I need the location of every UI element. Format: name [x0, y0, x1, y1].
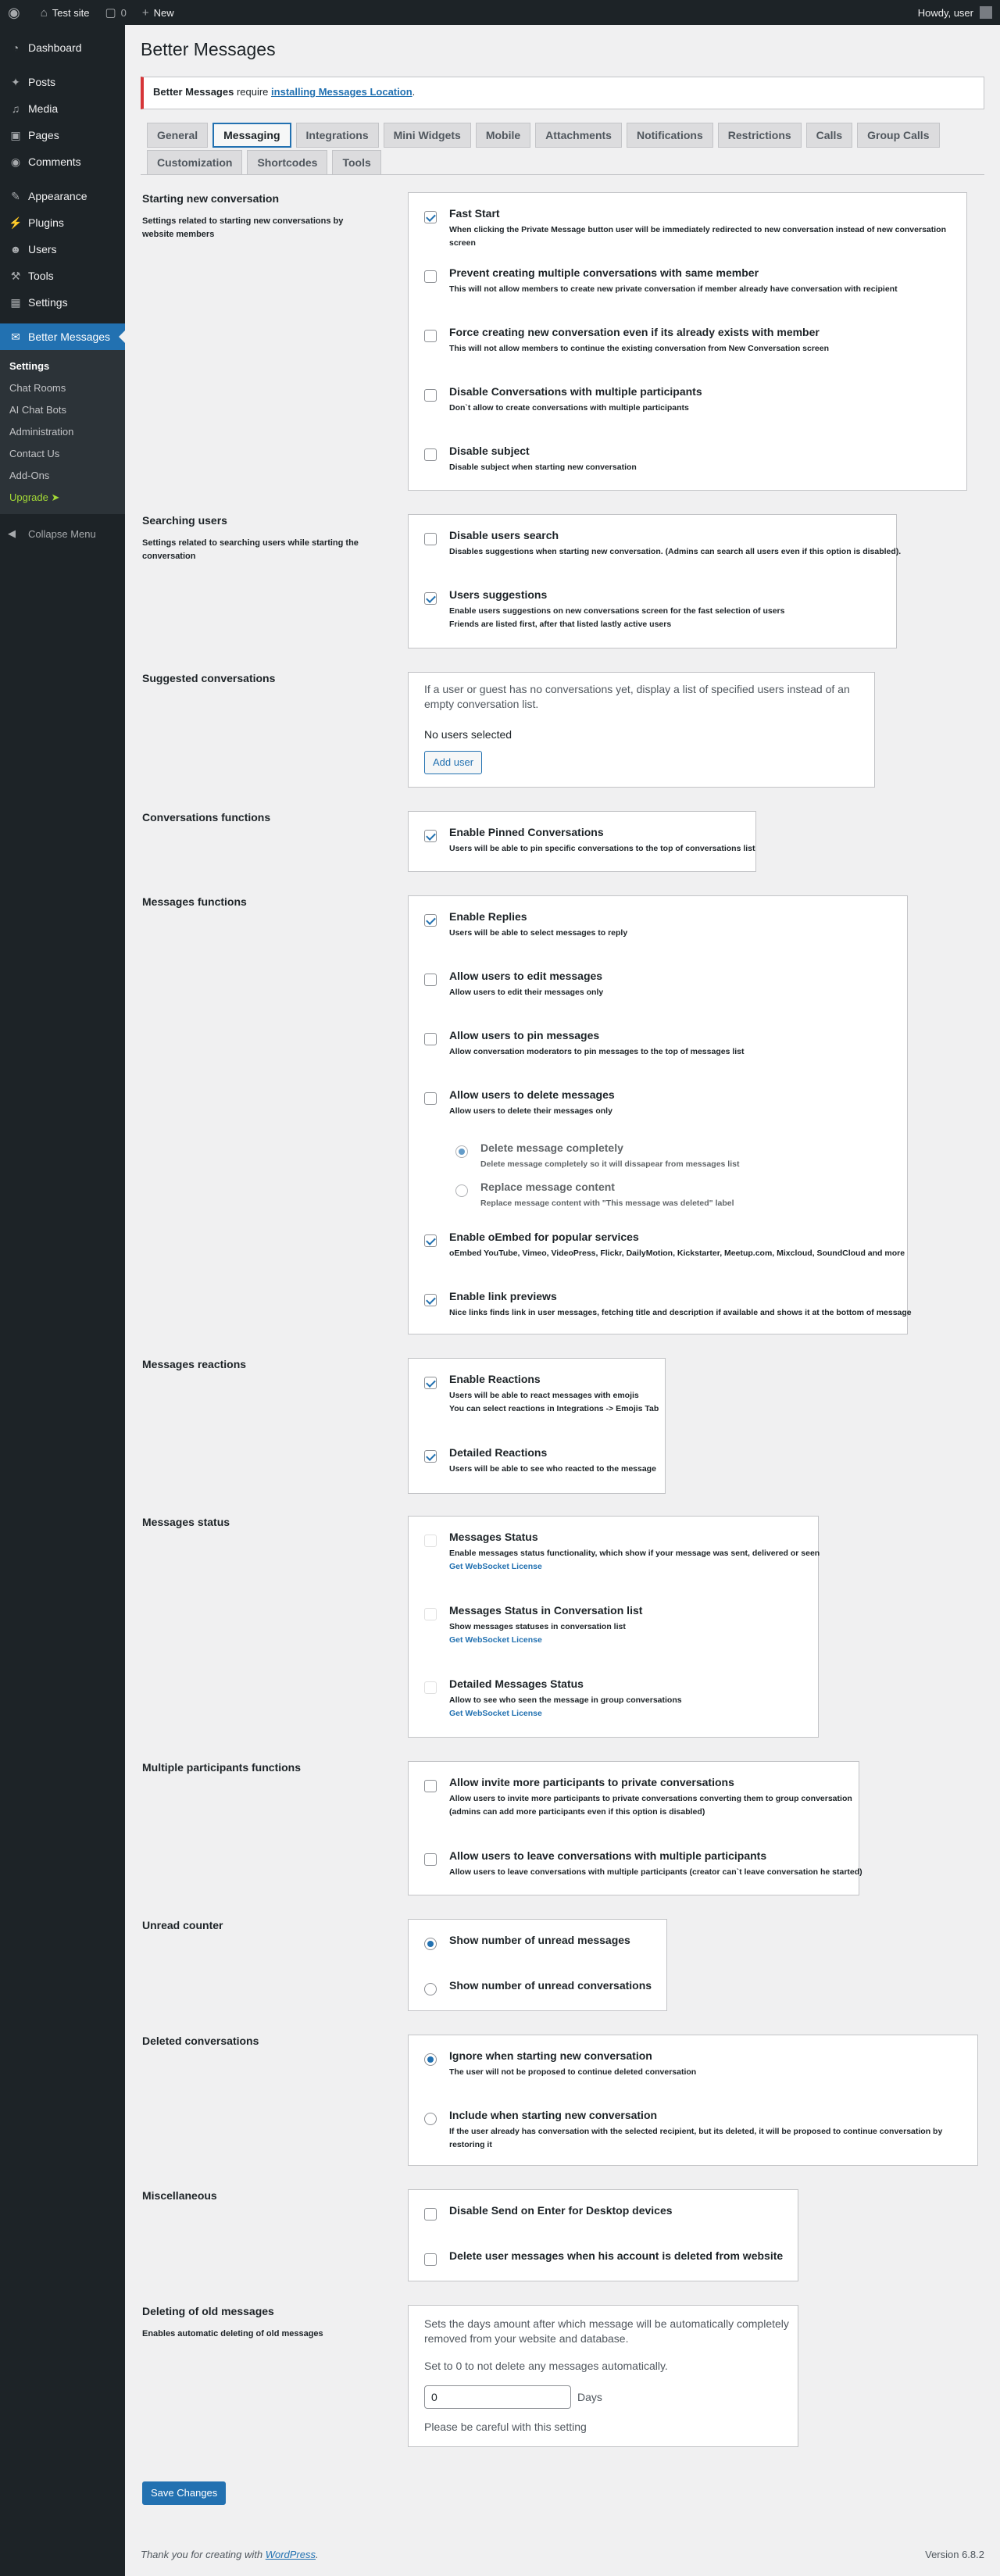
page-title: Better Messages — [141, 39, 276, 59]
tab-messaging[interactable]: Messaging — [212, 123, 291, 148]
comments-link[interactable]: ▢ 0 — [105, 6, 127, 20]
options-box: Ignore when starting new conversation The user will not be proposed to continue deleted conversation Include when starting new conversation If the user already has conversation with the selected recipient, but its deleted, it will be proposed to continue conversation by restoring it — [408, 2035, 978, 2166]
media-icon: ♫ — [11, 102, 20, 115]
checkbox-disable-search[interactable] — [424, 533, 437, 545]
checkbox-fast-start[interactable] — [424, 211, 437, 223]
version-text: Version 6.8.2 — [925, 2549, 984, 2560]
brush-icon: ✎ — [11, 189, 20, 202]
admin-sidebar — [0, 25, 125, 2576]
checkbox-invite-participants[interactable] — [424, 1780, 437, 1792]
websocket-license-link[interactable]: Get WebSocket License — [449, 1709, 542, 1718]
options-box: If a user or guest has no conversations yet, display a list of specified users instead of an empty conversation list. No users selected Add user — [408, 672, 875, 788]
sidebar-item-media[interactable]: ♫ Media — [0, 95, 125, 122]
section-description: Settings related to starting new conversations by website members — [142, 216, 344, 239]
tab-calls[interactable]: Calls — [806, 123, 852, 148]
websocket-license-link[interactable]: Get WebSocket License — [449, 1562, 542, 1571]
checkbox-link-previews[interactable] — [424, 1294, 437, 1306]
section-title: Starting new conversation — [142, 192, 280, 205]
tab-notifications[interactable]: Notifications — [627, 123, 713, 148]
comment-bubble-icon: ▢ — [105, 6, 116, 20]
radio-replace-content[interactable] — [455, 1184, 468, 1197]
account-menu[interactable]: Howdy, user — [910, 0, 1000, 25]
radio-include-deleted[interactable] — [424, 2113, 437, 2125]
main-content — [125, 25, 1000, 175]
checkbox-edit-messages[interactable] — [424, 974, 437, 986]
dashboard-icon: ◔ — [12, 41, 20, 54]
checkbox-disable-send-enter[interactable] — [424, 2208, 437, 2221]
tab-mobile[interactable]: Mobile — [476, 123, 530, 148]
sidebar-item-settings[interactable]: ▦ Settings — [0, 289, 125, 316]
options-box: Fast Start When clicking the Private Message button user will be immediately redirected to new conversation instead of new conversation screen Prevent creating multiple conversations with same member This will not allow members to create new private conversation if member already have conversation with recipient Force creating new conversation even if its already exists with member This will not allow members to continue the existing conversation from New Conversation screen Disable Conversations with multiple participants Don`t allow to create conversations with multiple participants Disable subject Disable subject when starting new conversation — [408, 192, 967, 491]
comments-icon: ◉ — [10, 155, 21, 168]
tab-general[interactable]: General — [147, 123, 208, 148]
error-notice: Better Messages require installing Messages Location. — [141, 77, 984, 109]
checkbox-enable-reactions[interactable] — [424, 1377, 437, 1389]
wordpress-link[interactable]: WordPress — [265, 2549, 316, 2560]
save-changes-button[interactable]: Save Changes — [142, 2481, 226, 2505]
checkbox-delete-messages[interactable] — [424, 1092, 437, 1105]
sidebar-item-users[interactable]: ☻ Users — [0, 236, 125, 263]
install-location-link[interactable]: installing Messages Location — [271, 86, 412, 98]
options-box: Show number of unread messages Show number of unread conversations — [408, 1919, 667, 2011]
sidebar-item-plugins[interactable]: ⚡ Plugins — [9, 216, 64, 229]
plus-icon: + — [141, 5, 149, 20]
sidebar-item-better-messages[interactable]: ✉ Better Messages — [0, 323, 125, 350]
new-content-link[interactable]: + New — [141, 5, 174, 20]
radio-ignore-deleted[interactable] — [424, 2053, 437, 2066]
sidebar-item-pages[interactable]: ▣ Pages — [0, 122, 125, 148]
plugin-icon: ⚡ — [9, 216, 23, 229]
site-name-link[interactable]: ⌂ Test site — [40, 5, 90, 20]
checkbox-status-conversation-list[interactable] — [424, 1608, 437, 1620]
checkbox-messages-status[interactable] — [424, 1535, 437, 1547]
checkbox-users-suggestions[interactable] — [424, 592, 437, 605]
tab-shortcodes[interactable]: Shortcodes — [247, 150, 327, 175]
checkbox-force-new[interactable] — [424, 330, 437, 342]
checkbox-detailed-status[interactable] — [424, 1681, 437, 1694]
checkbox-pinned-conversations[interactable] — [424, 830, 437, 842]
tab-customization[interactable]: Customization — [147, 150, 242, 175]
radio-unread-conversations[interactable] — [424, 1983, 437, 1995]
options-box: Disable users search Disables suggestions when starting new conversation. (Admins can search all users even if this option is disabled). Users suggestions Enable users suggestions on new conversations screen for the fast selection of users Friends are listed first, after that listed lastly active users — [408, 514, 897, 648]
options-box: Disable Send on Enter for Desktop devices Delete user messages when his account is deleted from website — [408, 2189, 798, 2281]
checkbox-delete-user-messages[interactable] — [424, 2253, 437, 2266]
avatar — [980, 6, 992, 19]
tab-group-calls[interactable]: Group Calls — [857, 123, 939, 148]
options-box: Messages Status Enable messages status functionality, which show if your message was sent, delivered or seen Get WebSocket License Messages Status in Conversation list Show messages statuses in conversation list Get WebSocket License Detailed Messages Status Allow to see who seen the message in group conversations Get WebSocket License — [408, 1516, 819, 1738]
checkbox-prevent-multiple[interactable] — [424, 270, 437, 283]
better-messages-submenu — [0, 350, 125, 514]
collapse-icon: ◀ — [8, 527, 16, 539]
options-box: Sets the days amount after which message will be automatically completely removed from your website and database. Set to 0 to not delete any messages automatically. 0 Days Please be careful with this setting — [408, 2305, 798, 2447]
collapse-menu-button[interactable]: ◀ Collapse Menu — [8, 527, 96, 540]
checkbox-disable-subject[interactable] — [424, 448, 437, 461]
websocket-license-link[interactable]: Get WebSocket License — [449, 1635, 542, 1645]
submenu-upgrade[interactable]: Upgrade ➤ — [9, 491, 60, 503]
options-box: Enable Replies Users will be able to select messages to reply Allow users to edit messages Allow users to edit their messages only Allow users to pin messages Allow conversation moderators to pin messages to the top of messages list Allow users to delete messages Allow users to delete their messages only Delete message completely Delete message completely so it will dissapear from messages list Replace message content Replace message content with "This message was deleted" label Enable oEmbed for popular services oEmbed YouTube, Vimeo, VideoPress, Flickr, DailyMotion, Kickstarter, Meetup.com, Mixcloud, SoundCloud and more Enable link previews Nice links finds link in user messages, fetching title and description if available and shows it at the bottom of message — [408, 895, 908, 1334]
tab-integrations[interactable]: Integrations — [296, 123, 379, 148]
arrow-right-icon: ➤ — [51, 491, 60, 503]
users-icon: ☻ — [9, 243, 22, 255]
checkbox-detailed-reactions[interactable] — [424, 1450, 437, 1463]
tab-attachments[interactable]: Attachments — [535, 123, 622, 148]
checkbox-enable-replies[interactable] — [424, 914, 437, 927]
settings-icon: ▦ — [10, 295, 21, 309]
admin-bar — [0, 0, 1000, 25]
submenu-ai-chat-bots[interactable]: AI Chat Bots — [9, 404, 66, 416]
submenu-add-ons[interactable]: Add-Ons — [9, 470, 50, 481]
sidebar-item-comments[interactable]: ◉ Comments — [0, 148, 125, 175]
checkbox-leave-conversations[interactable] — [424, 1853, 437, 1866]
submenu-contact-us[interactable]: Contact Us — [9, 448, 60, 459]
sidebar-item-appearance[interactable]: ✎ Appearance — [0, 183, 125, 209]
tab-tools[interactable]: Tools — [332, 150, 380, 175]
sidebar-item-posts[interactable]: ✦ Posts — [0, 69, 125, 95]
radio-unread-messages[interactable] — [424, 1938, 437, 1950]
sidebar-item-tools[interactable]: ⚒ Tools — [0, 263, 125, 289]
options-box: Enable Reactions Users will be able to react messages with emojis You can select reactions in Integrations -> Emojis Tab Detailed Reactions Users will be able to see who reacted to the message — [408, 1358, 666, 1494]
options-box: Enable Pinned Conversations Users will be able to pin specific conversations to the top of conversations list — [408, 811, 756, 872]
days-input[interactable]: 0 — [424, 2385, 571, 2409]
checkbox-pin-messages[interactable] — [424, 1033, 437, 1045]
submenu-chat-rooms[interactable]: Chat Rooms — [9, 382, 66, 394]
footer: Thank you for creating with WordPress. Version 6.8.2 — [141, 2549, 984, 2560]
wordpress-logo-icon[interactable]: ◉ — [8, 4, 20, 20]
checkbox-disable-multi[interactable] — [424, 389, 437, 402]
submenu-settings[interactable]: Settings — [9, 360, 50, 372]
messages-icon: ✉ — [11, 330, 20, 343]
home-icon: ⌂ — [40, 5, 48, 20]
add-user-button[interactable]: Add user — [424, 751, 482, 774]
submenu-administration[interactable]: Administration — [9, 426, 74, 438]
pin-icon: ✦ — [11, 75, 20, 88]
radio-delete-completely[interactable] — [455, 1145, 468, 1158]
settings-tabs — [141, 120, 984, 175]
tab-mini-widgets[interactable]: Mini Widgets — [384, 123, 471, 148]
sidebar-item-dashboard[interactable]: ◔ Dashboard — [0, 34, 125, 61]
tab-restrictions[interactable]: Restrictions — [718, 123, 802, 148]
options-box: Allow invite more participants to private conversations Allow users to invite more participants to private conversations converting them to group conversation (admins can add more participants even if this option is disabled) Allow users to leave conversations with multiple participants Allow users to leave conversations with multiple participants (creator can`t leave conversation he started) — [408, 1761, 859, 1895]
wrench-icon: ⚒ — [10, 269, 21, 282]
checkbox-oembed[interactable] — [424, 1234, 437, 1247]
pages-icon: ▣ — [10, 128, 21, 141]
